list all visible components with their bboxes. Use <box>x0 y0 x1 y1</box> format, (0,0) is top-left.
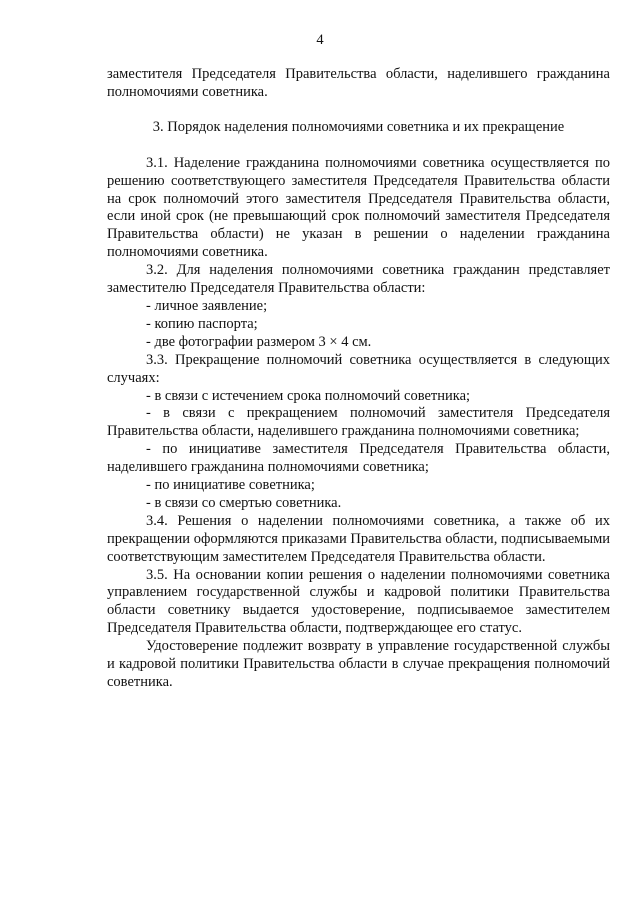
closing-paragraph: Удостоверение подлежит возврату в управление государственной службы и кадровой политики Правительства области в случае прекращения полномочий советника. <box>107 638 610 690</box>
list-item: - личное заявление; <box>146 297 268 314</box>
list-item: - копию паспорта; <box>146 315 258 332</box>
opening-paragraph: заместителя Председателя Правительства области, наделившего гражданина полномочиями советника. <box>107 66 610 100</box>
paragraph-3-1: 3.1. Наделение гражданина полномочиями советника осуществляется по решению соответствующего заместителя Председателя Правительства области на срок полномочий этого заместителя Председателя Правительства области, если иной срок (не превышающий срок полномочий заместителя Председателя Правительства области) не указан в решении о наделении гражданина полномочиями советника. <box>107 154 610 261</box>
section-heading: 3. Порядок наделения полномочиями советника и их прекращение <box>152 118 565 135</box>
paragraph-3-2: 3.2. Для наделения полномочиями советника гражданин представляет заместителю Председателя Правительства области: <box>107 262 610 297</box>
list-item: - две фотографии размером 3 × 4 см. <box>146 333 372 350</box>
list-item: - по инициативе советника; <box>146 477 315 494</box>
list-item: - в связи со смертью советника. <box>146 494 342 511</box>
list-item: - по инициативе заместителя Председателя Правительства области, наделившего гражданина полномочиями советника; <box>107 441 610 476</box>
paragraph-3-4: 3.4. Решения о наделении полномочиями советника, а также об их прекращении оформляются приказами Правительства области, подписываемыми соответствующим заместителем Председателя Правительства области. <box>107 512 610 565</box>
page-number: 4 <box>316 32 324 48</box>
list-item: - в связи с прекращением полномочий заместителя Председателя Правительства области, наделившего гражданина полномочиями советника; <box>107 405 610 440</box>
paragraph-3-3: 3.3. Прекращение полномочий советника осуществляется в следующих случаях: <box>107 351 610 386</box>
document-body <box>107 66 610 692</box>
list-item: - в связи с истечением срока полномочий советника; <box>146 387 471 404</box>
paragraph-3-5: 3.5. На основании копии решения о наделении полномочиями советника управлением государственной службы и кадровой политики Правительства области советнику выдается удостоверение, подписываемое заместителем Председателя Правительства области, подтверждающее его статус. <box>107 566 610 637</box>
